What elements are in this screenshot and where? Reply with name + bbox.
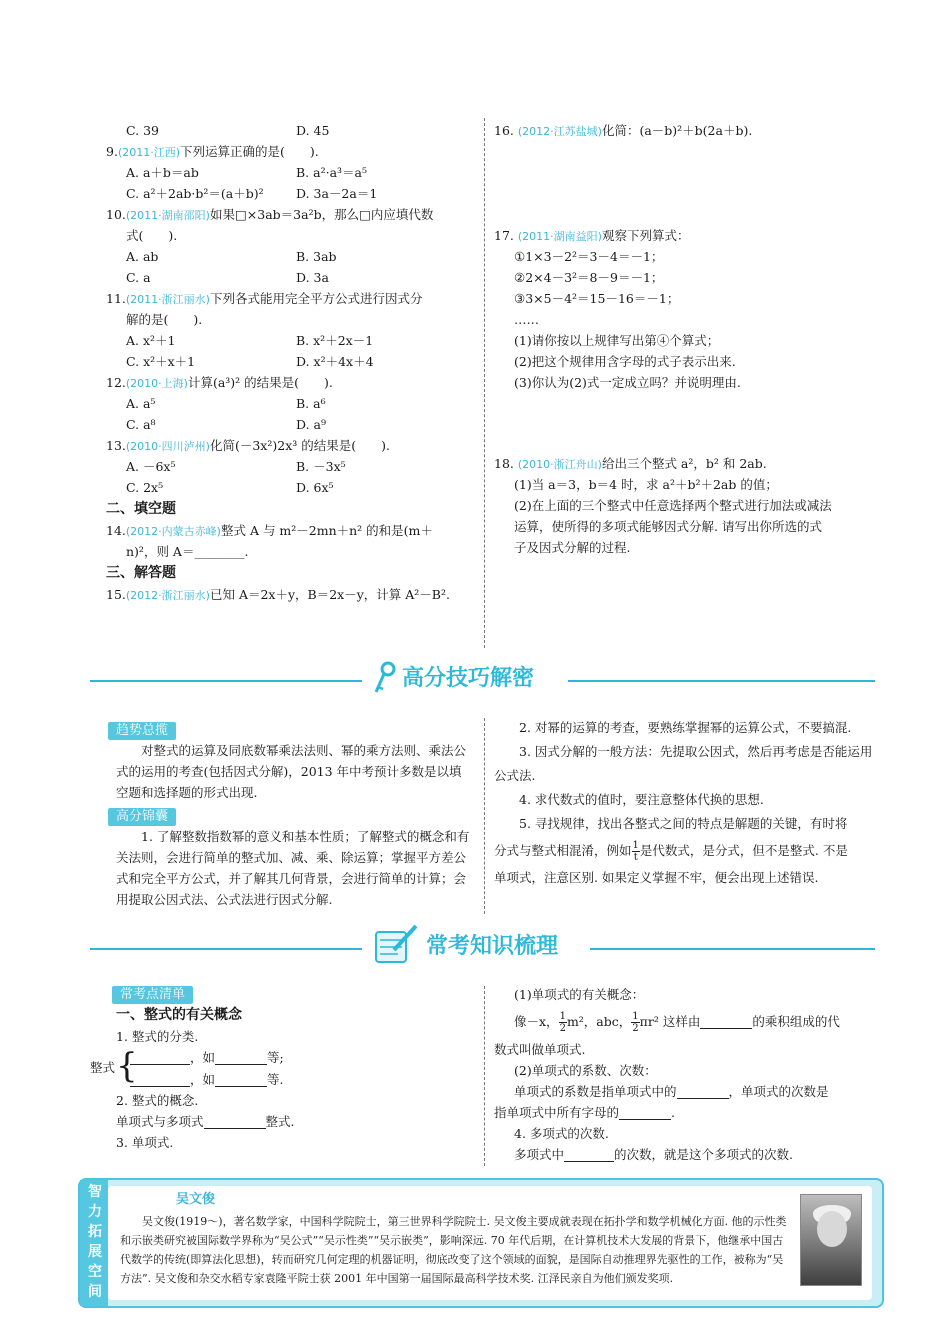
knowledge-line: 4. 多项式的次数.: [514, 1126, 609, 1141]
option: D. 3a－2a＝1: [296, 186, 378, 201]
section-banner-tips: [90, 660, 875, 700]
question-line: 运算，使所得的多项式能够因式分解. 请写出你所选的式: [514, 519, 822, 534]
option: D. a⁹: [296, 417, 326, 432]
knowledge-line: 2. 整式的概念.: [116, 1093, 199, 1108]
question-continuation: 式( ).: [126, 228, 178, 243]
side-char: 力: [88, 1204, 102, 1220]
tips-paragraph: 对整式的运算及同底数幂乘法法则、幂的乘方法则、乘法公式的运用的考查(包括因式分解)，2013 年中考预计多数是以填空题和选择题的形式出现.: [116, 743, 467, 800]
option: A. x²＋1: [126, 333, 176, 348]
question-line: (1)当 a＝3，b＝4 时，求 a²＋b²＋2ab 的值；: [514, 477, 778, 492]
knowledge-line: (2)单项式的系数、次数：: [514, 1063, 657, 1078]
knowledge-line: 指单项式中所有字母的 .: [494, 1105, 675, 1120]
tag-high-score-tips: 高分锦囊: [108, 808, 176, 826]
bio-name: 吴文俊: [176, 1192, 216, 1207]
knowledge-line: 3. 单项式.: [116, 1135, 174, 1150]
knowledge-line: (1)单项式的有关概念：: [514, 987, 645, 1002]
tips-left: [116, 740, 474, 804]
question: 14.(2012·内蒙古赤峰)整式 A 与 m²－2mn＋n² 的和是(m＋: [106, 523, 433, 538]
side-char: 智: [88, 1184, 102, 1200]
side-char: 空: [88, 1264, 102, 1280]
question-source: (2012·内蒙古赤峰): [125, 525, 221, 538]
option: B. a⁶: [296, 396, 326, 411]
question: 11.(2011·浙江丽水)下列各式能用完全平方公式进行因式分: [106, 291, 423, 306]
question-line: (1)请你按以上规律写出第④个算式；: [514, 333, 720, 348]
tips-right: [494, 716, 874, 890]
left-question-column: [106, 120, 476, 605]
bio-side-label: [84, 1182, 106, 1302]
fraction: $\frac{1}{2}$: [559, 1011, 566, 1034]
option: B. －3x⁵: [296, 459, 346, 474]
knowledge-line: 1. 整式的分类.: [116, 1029, 199, 1044]
question-source: (2011·湖南邵阳): [125, 209, 210, 222]
question-source: (2011·湖南益阳): [517, 230, 602, 243]
option: B. 3ab: [296, 249, 337, 264]
banner-line-right: [590, 948, 875, 950]
question-source: (2012·江苏盐城): [517, 125, 602, 138]
option: C. 39: [126, 123, 159, 138]
tip-5-cont: 分式与整式相混淆，例如 $\frac{1}{t}$ 是代数式，是分式，但不是整式. 不是: [494, 840, 848, 863]
option: A. a＋b＝ab: [126, 165, 199, 180]
question-source: (2010·上海): [125, 377, 188, 390]
side-char: 展: [88, 1244, 102, 1260]
option: A. －6x⁵: [126, 459, 176, 474]
banner-title: 高分技巧解密: [402, 666, 535, 691]
option: D. 3a: [296, 270, 329, 285]
option: A. a⁵: [126, 396, 156, 411]
fraction: $\frac{1}{t}$: [632, 840, 639, 863]
option: A. ab: [126, 249, 159, 264]
answer-options: [106, 120, 476, 141]
answer-options: [106, 267, 476, 288]
section-banner-knowledge: [90, 928, 875, 968]
option: C. a: [126, 270, 151, 285]
key-icon: [372, 660, 398, 694]
option: C. a⁸: [126, 417, 156, 432]
answer-options: [106, 477, 476, 498]
classification-label: 整式: [90, 1060, 116, 1075]
question-line: ③3×5－4²＝15－16＝－1；: [514, 291, 680, 306]
tip-5: 5. 寻找规律，找出各整式之间的特点是解题的关键，有时将: [519, 816, 848, 831]
knowledge-left: [116, 1004, 474, 1047]
question-17: 17. (2011·湖南益阳)观察下列算式：: [494, 228, 690, 243]
section-heading: 二、填空题: [106, 501, 176, 517]
tip-2: 2. 对幂的运算的考查，要熟练掌握幂的运算公式，不要搞混.: [519, 720, 852, 735]
question-18: 18. (2010·浙江舟山)给出三个整式 a²，b² 和 2ab.: [494, 456, 767, 471]
question-line: (2)把这个规律用含字母的式子表示出来.: [514, 354, 736, 369]
tips-paragraph: 1. 了解整数指数幂的意义和基本性质；了解整式的概念和有关法则，会进行简单的整式加、减、乘、除运算；掌握平方差公式和完全平方公式，并了解其几何背景，会进行简单的计算；会用提取公因式法、公式法进行因式分解.: [116, 829, 470, 907]
tip-4: 4. 求代数式的值时，要注意整体代换的思想.: [519, 792, 764, 807]
question-source: (2011·江西): [117, 146, 181, 159]
banner-line-left: [90, 948, 362, 950]
answer-options: [106, 183, 476, 204]
question-line: ……: [514, 312, 539, 327]
question-continuation: 解的是( ).: [126, 312, 203, 327]
banner-line-left: [90, 680, 362, 682]
question-source: (2011·浙江丽水): [125, 293, 210, 306]
answer-options: [106, 162, 476, 183]
brace-icon: {: [116, 1046, 138, 1086]
question: 12.(2010·上海)计算(a³)² 的结果是( ).: [106, 375, 333, 390]
question-continuation: n)²，则 A＝________.: [126, 544, 249, 559]
tag-key-points: 常考点清单: [112, 986, 193, 1004]
answer-options: [106, 351, 476, 372]
column-divider: [484, 986, 485, 1166]
answer-options: [106, 330, 476, 351]
question: 10.(2011·湖南邵阳)如果□×3ab＝3a²b，那么□内应填代数: [106, 207, 434, 222]
classification-row-2: ，如 等.: [130, 1070, 284, 1089]
question: 9.(2011·江西)下列运算正确的是( ).: [106, 144, 319, 159]
tag-trend-overview: 趋势总揽: [108, 722, 176, 740]
option: D. 45: [296, 123, 330, 138]
knowledge-line: 单项式的系数是指单项式中的 ，单项式的次数是: [514, 1084, 829, 1099]
option: C. x²＋x＋1: [126, 354, 196, 369]
question-line: (3)你认为(2)式一定成立吗？并说明理由.: [514, 375, 741, 390]
answer-options: [106, 393, 476, 414]
polynomial-classification: [90, 1046, 390, 1090]
knowledge-right: [494, 984, 874, 1165]
side-char: 拓: [88, 1224, 102, 1240]
question-17-lines: [494, 246, 874, 393]
notebook-pencil-icon: [370, 922, 422, 966]
column-divider: [484, 118, 485, 648]
question-16: 16. (2012·江苏盐城)化简：(a－b)²＋b(2a＋b).: [494, 123, 753, 138]
tip-5-end: 单项式，注意区别. 如果定义掌握不牢，便会出现上述错误.: [494, 870, 819, 885]
banner-title: 常考知识梳理: [426, 934, 559, 959]
right-question-column: [494, 120, 874, 558]
answer-options: [106, 246, 476, 267]
question: 13.(2010·四川泸州)化简(－3x²)2x³ 的结果是( ).: [106, 438, 390, 453]
knowledge-line: 数式叫做单项式.: [494, 1042, 586, 1057]
banner-line-right: [568, 680, 875, 682]
knowledge-line: 单项式与多项式 整式.: [116, 1114, 295, 1129]
question-18-lines: [494, 474, 874, 558]
fraction: $\frac{1}{2}$: [632, 1011, 639, 1034]
answer-options: [106, 414, 476, 435]
knowledge-line: 像－x， $\frac{1}{2}$ m²，abc， $\frac{1}{2}$ πr² 这样由 的乘积组成的代: [514, 1011, 840, 1034]
knowledge-left-2: [116, 1090, 474, 1153]
option: D. x²＋4x＋4: [296, 354, 374, 369]
option: C. 2x⁵: [126, 480, 164, 495]
tip-3: 3. 因式分解的一般方法：先提取公因式，然后再考虑是否能运用公式法.: [494, 744, 873, 783]
option: B. a²·a³＝a⁵: [296, 165, 367, 180]
bio-text: 吴文俊(1919～)，著名数学家，中国科学院院士，第三世界科学院院士. 吴文俊主要成就表现在拓扑学和数学机械化方面. 他的示性类和示嵌类研究被国际数学界称为“吴公式”“吴示性类”“吴示嵌类”，影响深远. 70 年代后期，在计算机技术大发展的背景下，他继承中国古代数学的传统(即算法化思想)，转而研究几何定理的机器证明，彻底改变了这个领域的面貌，是国际自动推理界先驱性的工作，被称为“吴方法”. 吴文俊和杂交水稻专家袁隆平院士获 2001 年中国第一届国际最高科学技术奖. 江泽民亲自为他们颁发奖项.: [120, 1215, 787, 1285]
answer-options: [106, 456, 476, 477]
column-divider: [484, 718, 485, 914]
option: C. a²＋2ab·b²＝(a＋b)²: [126, 186, 264, 201]
question-line: ①1×3－2²＝3－4＝－1；: [514, 249, 664, 264]
classification-row-1: ，如 等;: [130, 1048, 284, 1067]
question-source: (2012·浙江丽水): [125, 589, 210, 602]
section-heading: 三、解答题: [106, 565, 176, 581]
tips-left-2: [116, 826, 474, 910]
knowledge-heading: 一、整式的有关概念: [116, 1007, 242, 1023]
option: D. 6x⁵: [296, 480, 334, 495]
question-line: 子及因式分解的过程.: [514, 540, 631, 555]
question-source: (2010·四川泸州): [125, 440, 210, 453]
question-source: (2010·浙江舟山): [517, 458, 602, 471]
question-line: (2)在上面的三个整式中任意选择两个整式进行加法或减法: [514, 498, 832, 513]
question-line: ②2×4－3²＝8－9＝－1；: [514, 270, 664, 285]
knowledge-line: 多项式中 的次数，就是这个多项式的次数.: [514, 1147, 793, 1162]
option: B. x²＋2x－1: [296, 333, 374, 348]
portrait-photo: [800, 1194, 862, 1286]
side-char: 间: [88, 1284, 102, 1300]
question: 15.(2012·浙江丽水)已知 A＝2x＋y，B＝2x－y，计算 A²－B².: [106, 587, 450, 602]
